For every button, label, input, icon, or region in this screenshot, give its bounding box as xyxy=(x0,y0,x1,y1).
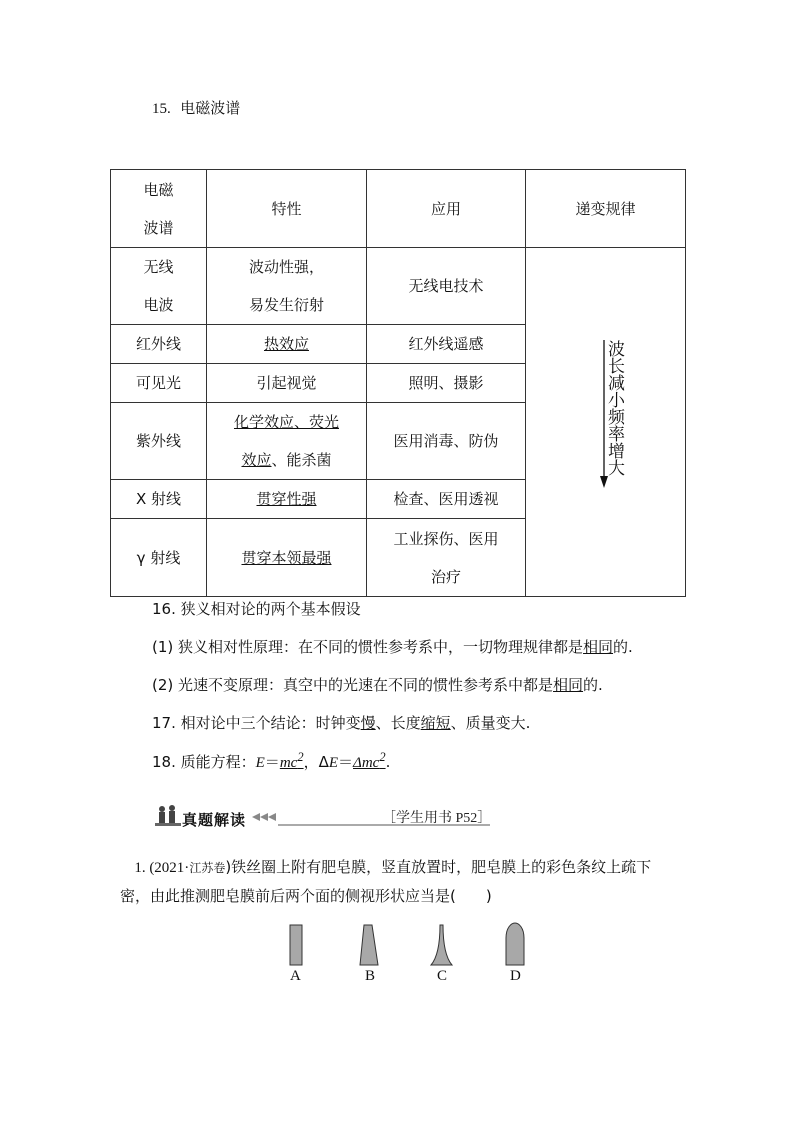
option-b-shape xyxy=(360,925,378,965)
row-prop-underlined: 化学效应、荧光 xyxy=(233,413,339,431)
header-trend: 递变规律 xyxy=(526,170,686,248)
point1-answer: 相同 xyxy=(583,638,614,656)
row-name-line1: 无线 xyxy=(143,258,174,276)
point1-end: 的. xyxy=(613,638,633,656)
sec17-mid: 、长度 xyxy=(375,714,421,732)
row-app-cell: 红外线遥感 xyxy=(367,325,526,364)
row-name-cell xyxy=(111,248,207,325)
question-number: 1. (2021· xyxy=(134,860,190,876)
point2-answer: 相同 xyxy=(553,676,584,694)
section-15-title: 电磁波谱 xyxy=(180,99,241,117)
sec18-e1: E xyxy=(255,755,265,771)
point1-text: (1) 狭义相对性原理：在不同的惯性参考系中，一切物理规律都是 xyxy=(152,638,584,656)
header-spectrum xyxy=(111,170,207,248)
row-name-line2: 电波 xyxy=(143,296,174,314)
sec18-sup1: 2 xyxy=(297,750,304,764)
header-properties: 特性 xyxy=(207,170,367,248)
section-16-title: 16. 狭义相对论的两个基本假设 xyxy=(152,600,361,618)
sec18-e2: E xyxy=(328,755,338,771)
sec18-mc: mc xyxy=(279,755,298,771)
row-prop-line1 xyxy=(207,403,366,441)
option-d-shape xyxy=(506,923,524,965)
sec18-answer2 xyxy=(353,750,386,771)
trend-cell xyxy=(526,248,686,597)
row-prop-cell: 引起视觉 xyxy=(207,364,367,403)
row-app-cell: 医用消毒、防伪 xyxy=(367,403,526,480)
option-c-label: C xyxy=(437,968,448,984)
row-app-line2: 治疗 xyxy=(430,567,461,586)
em-spectrum-table xyxy=(110,169,686,597)
section-15-number: 15. xyxy=(152,101,171,117)
row-app-cell: 检查、医用透视 xyxy=(367,480,526,519)
sec18-end: . xyxy=(385,753,391,771)
section-banner xyxy=(152,803,490,831)
point2-end: 的. xyxy=(583,676,603,694)
option-c-shape xyxy=(431,925,452,965)
row-prop-cell xyxy=(207,325,367,364)
option-a-label: A xyxy=(290,968,301,984)
header-spectrum-line2: 波谱 xyxy=(143,218,174,237)
row-prop-cell xyxy=(207,403,367,480)
section-16-point2 xyxy=(152,674,603,695)
row-prop-cell xyxy=(207,248,367,325)
section-17 xyxy=(152,712,530,733)
point2-text: (2) 光速不变原理：真空中的光速在不同的惯性参考系中都是 xyxy=(152,676,554,694)
answer-options xyxy=(270,920,550,990)
row-prop-underlined: 贯穿性强 xyxy=(256,490,317,508)
question-text: )铁丝圈上附有肥皂膜，竖直放置时，肥皂膜上的彩色条纹上疏下密，由此推测肥皂膜前后两个面的侧视形状应当是( ) xyxy=(120,858,652,905)
option-d-label: D xyxy=(510,968,521,984)
banner-reference: ［学生用书 P52］ xyxy=(382,811,492,826)
row-prop-rest: 、能杀菌 xyxy=(271,451,332,469)
row-name-cell: X 射线 xyxy=(111,480,207,519)
trend-text: 波长减小频率增大 xyxy=(604,340,624,476)
options-diagram xyxy=(270,920,550,970)
sec17-text: 17. 相对论中三个结论：时钟变 xyxy=(152,714,361,732)
row-prop-line1: 波动性强， xyxy=(248,258,324,276)
row-prop-line2 xyxy=(207,441,366,479)
row-prop-line2: 易发生衍射 xyxy=(248,296,324,314)
sec17-answer2: 缩短 xyxy=(420,714,451,732)
sec18-comma: ，Δ xyxy=(303,753,329,771)
option-b-label: B xyxy=(365,968,376,984)
option-a-shape xyxy=(290,925,302,965)
section-15-heading xyxy=(152,97,240,118)
sec18-dmc: Δmc xyxy=(353,755,380,771)
sec18-eq2: ＝ xyxy=(338,753,354,771)
sec18-sup2: 2 xyxy=(379,750,386,764)
row-name-cell: 红外线 xyxy=(111,325,207,364)
row-app-line1: 工业探伤、医用 xyxy=(393,529,499,548)
header-spectrum-line1: 电磁 xyxy=(143,180,174,199)
trend-indicator xyxy=(600,340,630,490)
row-app-cell xyxy=(367,519,526,597)
row-name-cell: 可见光 xyxy=(111,364,207,403)
header-applications: 应用 xyxy=(367,170,526,248)
table-row xyxy=(111,248,686,325)
row-prop-underlined: 热效应 xyxy=(263,335,309,353)
row-name-cell: γ 射线 xyxy=(111,519,207,597)
sec17-end: 、质量变大. xyxy=(450,714,531,732)
row-prop-cell xyxy=(207,519,367,597)
question-source: 江苏卷 xyxy=(189,861,226,875)
row-app-cell: 照明、摄影 xyxy=(367,364,526,403)
sec18-answer1 xyxy=(279,750,304,771)
sec18-text: 18. 质能方程： xyxy=(152,753,256,771)
row-name-cell: 紫外线 xyxy=(111,403,207,480)
row-prop-underlined: 效应 xyxy=(241,451,272,469)
banner-title: 真题解读 xyxy=(182,811,247,829)
table-header-row xyxy=(111,170,686,248)
section-18 xyxy=(152,750,390,772)
row-prop-underlined: 贯穿本领最强 xyxy=(241,548,332,567)
question-1 xyxy=(120,853,680,910)
sec18-eq1: ＝ xyxy=(264,753,280,771)
row-prop-cell xyxy=(207,480,367,519)
sec17-answer1: 慢 xyxy=(360,714,376,732)
section-16-point1 xyxy=(152,636,633,657)
row-app-cell: 无线电技术 xyxy=(367,248,526,325)
